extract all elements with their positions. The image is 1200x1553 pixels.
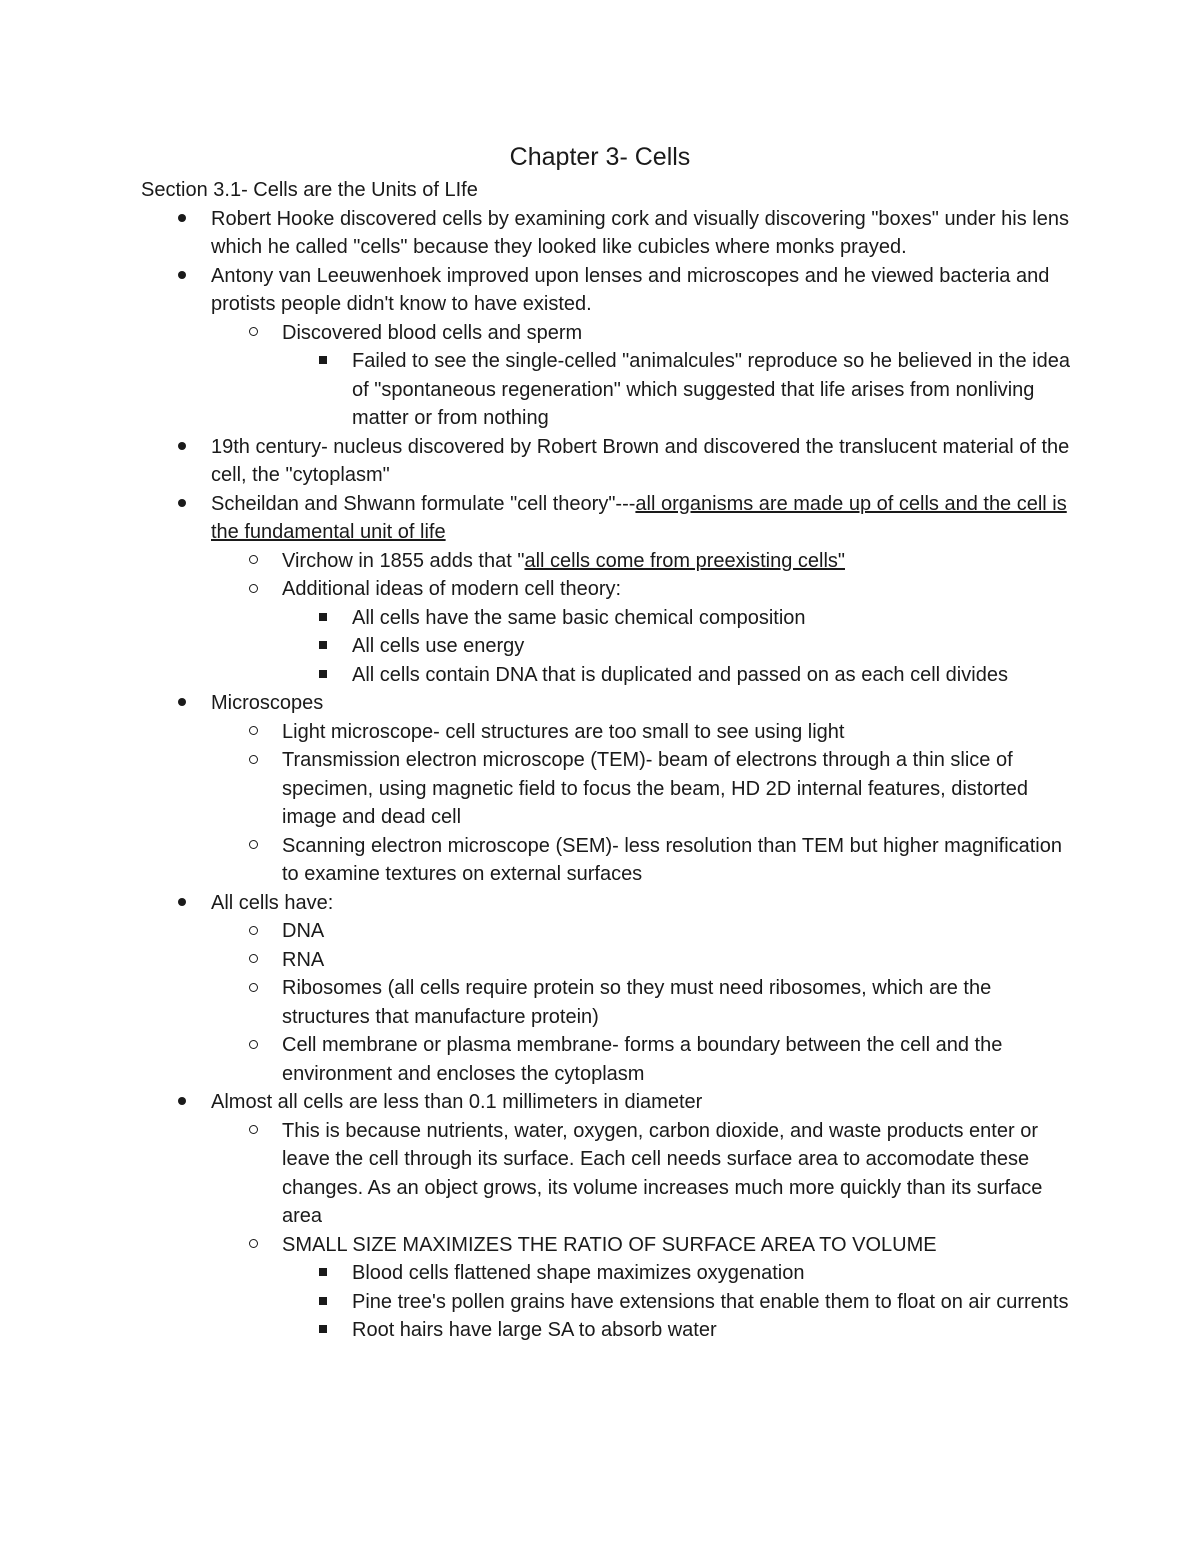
list-item-text: RNA [282, 948, 325, 971]
list-item [141, 946, 1071, 975]
cell-theory-prefix: Scheildan and Shwann formulate "cell theory"--- [211, 492, 636, 515]
bullet-dot-icon [172, 490, 192, 519]
list-item [141, 575, 1071, 604]
list-item [141, 547, 1071, 576]
virchow-prefix: Virchow in 1855 adds that " [282, 549, 525, 572]
bullet-circle-icon [243, 547, 263, 576]
bullet-square-icon [313, 1259, 333, 1288]
virchow-quote: all cells come from preexisting cells" [524, 549, 845, 572]
bullet-dot-icon [172, 889, 192, 918]
bullet-square-icon [313, 1316, 333, 1345]
section-heading: Section 3.1- Cells are the Units of LIfe [141, 179, 478, 201]
list-item [141, 974, 1071, 1031]
list-item [141, 1231, 1071, 1260]
list-item-text: Ribosomes (all cells require protein so they must need ribosomes, which are the structures that manufacture protein) [282, 977, 992, 1028]
list-item [141, 433, 1071, 490]
list-item [141, 1288, 1071, 1317]
list-item [141, 746, 1071, 832]
list-item [141, 832, 1071, 889]
bullet-circle-icon [243, 832, 263, 861]
cell-theory-definition: all organisms are made up of cells and the cell is the fundamental unit of life [211, 492, 1067, 543]
list-item-text: Robert Hooke discovered cells by examining cork and visually discovering "boxes" under his lens which he called "cells" because they looked like cubicles where monks prayed. [211, 207, 1069, 258]
bullet-square-icon [313, 1288, 333, 1317]
list-item-text [282, 547, 1071, 576]
bullet-circle-icon [243, 1031, 263, 1060]
list-item [141, 661, 1071, 690]
bullet-circle-icon [243, 1117, 263, 1146]
list-item [141, 319, 1071, 348]
list-item-text: This is because nutrients, water, oxygen, carbon dioxide, and waste products enter or leave the cell through its surface. Each cell needs surface area to accomodate these changes. As an object grows, its volume increases much more quickly than its surface area [282, 1119, 1043, 1227]
bullet-dot-icon [172, 1088, 192, 1117]
list-item-text: Additional ideas of modern cell theory: [282, 578, 622, 600]
bullet-square-icon [313, 347, 333, 376]
list-item-text: All cells contain DNA that is duplicated and passed on as each cell divides [352, 663, 1008, 686]
list-item-text: Scanning electron microscope (SEM)- less resolution than TEM but higher magnification to examine textures on external surfaces [282, 834, 1062, 885]
list-item-text: Discovered blood cells and sperm [282, 321, 583, 344]
bullet-circle-icon [243, 917, 263, 946]
list-item-text: All cells have the same basic chemical composition [352, 606, 806, 629]
list-item-text: Cell membrane or plasma membrane- forms a boundary between the cell and the environment and encloses the cytoplasm [282, 1034, 1003, 1085]
list-item-text: DNA [282, 920, 325, 942]
list-item-text: All cells have: [211, 891, 334, 914]
list-item-text: Antony van Leeuwenhoek improved upon lenses and microscopes and he viewed bacteria and protists people didn't know to have existed. [211, 264, 1050, 315]
list-item [141, 632, 1071, 661]
list-item-text: Root hairs have large SA to absorb water [352, 1319, 717, 1341]
list-item-text: Transmission electron microscope (TEM)- beam of electrons through a thin slice of specimen, using magnetic field to focus the beam, HD 2D internal features, distorted image and dead cell [282, 749, 1028, 828]
list-item-text: Light microscope- cell structures are too small to see using light [282, 720, 845, 743]
page-title: Chapter 3- Cells [509, 143, 691, 171]
list-item [141, 205, 1071, 262]
list-item [141, 889, 1071, 918]
bullet-square-icon [313, 604, 333, 633]
bullet-dot-icon [172, 262, 192, 291]
bullet-circle-icon [243, 946, 263, 975]
list-item [141, 718, 1071, 747]
list-item [141, 1259, 1071, 1288]
bullet-circle-icon [243, 1231, 263, 1260]
list-item [141, 1088, 1071, 1117]
list-item [141, 490, 1071, 547]
bullet-dot-icon [172, 689, 192, 718]
list-item [141, 1031, 1071, 1088]
bullet-circle-icon [243, 319, 263, 348]
list-item-text: SMALL SIZE MAXIMIZES THE RATIO OF SURFACE AREA TO VOLUME [282, 1233, 937, 1256]
bullet-square-icon [313, 632, 333, 661]
list-item [141, 1117, 1071, 1231]
bullet-circle-icon [243, 746, 263, 775]
bullet-square-icon [313, 661, 333, 690]
bullet-circle-icon [243, 718, 263, 747]
list-item-text: Microscopes [211, 692, 324, 714]
list-item [141, 917, 1071, 946]
list-item-text: Pine tree's pollen grains have extensions that enable them to float on air currents [352, 1290, 1069, 1313]
list-item-text: Failed to see the single-celled "animalcules" reproduce so he believed in the idea of "spontaneous regeneration" which suggested that life arises from nonliving matter or from nothing [352, 350, 1070, 429]
bullet-circle-icon [243, 974, 263, 1003]
bullet-circle-icon [243, 575, 263, 604]
list-item-text: Blood cells flattened shape maximizes oxygenation [352, 1262, 805, 1284]
list-item [141, 689, 1071, 718]
section-body [141, 176, 1071, 1345]
list-item [141, 604, 1071, 633]
list-item-text [211, 490, 1071, 547]
list-item-text: Almost all cells are less than 0.1 millimeters in diameter [211, 1091, 703, 1113]
list-item [141, 262, 1071, 319]
list-item-text: 19th century- nucleus discovered by Robert Brown and discovered the translucent material of the cell, the "cytoplasm" [211, 435, 1070, 486]
outline-list [141, 205, 1071, 1345]
list-item-text: All cells use energy [352, 635, 525, 657]
bullet-dot-icon [172, 205, 192, 234]
list-item [141, 1316, 1071, 1345]
bullet-dot-icon [172, 433, 192, 462]
list-item [141, 347, 1071, 433]
